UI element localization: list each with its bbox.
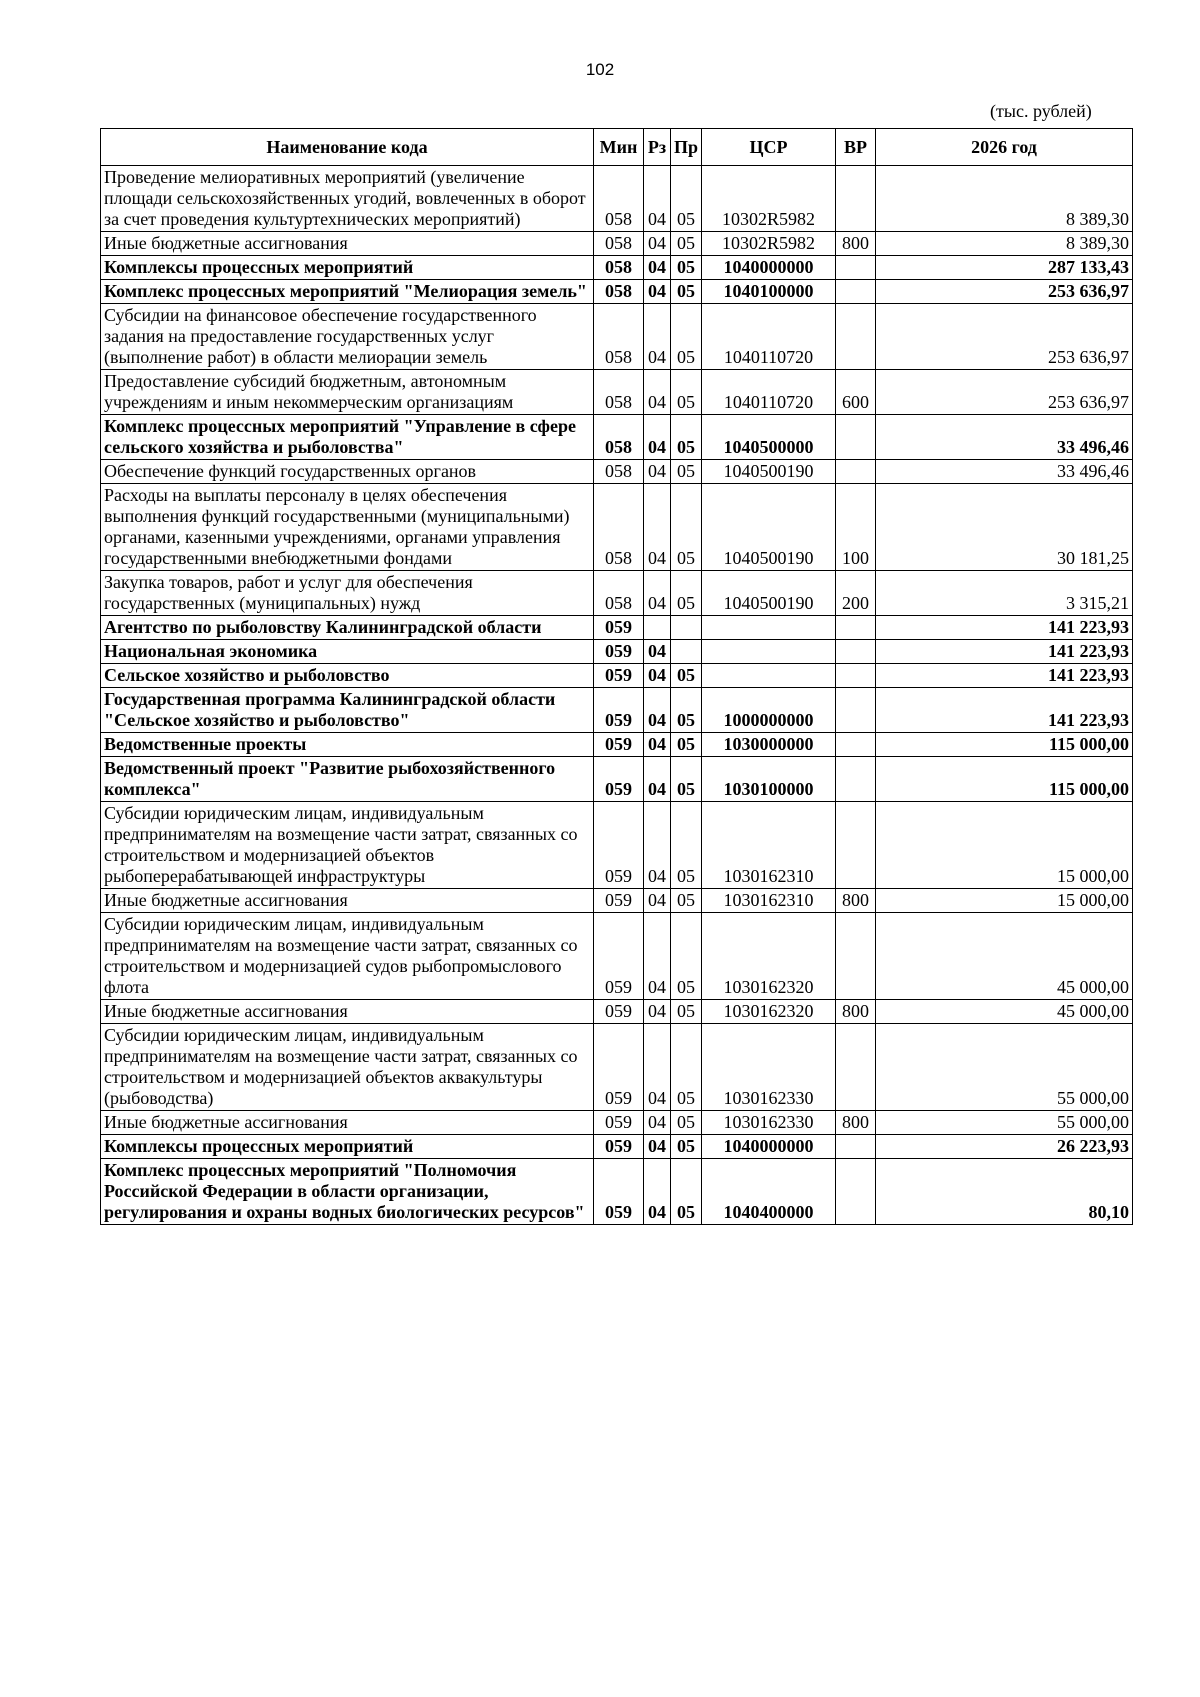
cell-rz: 04: [644, 664, 671, 688]
cell-csr: 1030162320: [702, 1000, 836, 1024]
cell-min: 059: [594, 616, 644, 640]
table-row: [101, 460, 1133, 484]
cell-pr: 05: [671, 370, 702, 415]
cell-min: 059: [594, 688, 644, 733]
cell-name: Субсидии юридическим лицам, индивидуальным предпринимателям на возмещение части затрат, связанных со строительством и модернизацией объектов аквакультуры (рыбоводства): [101, 1024, 594, 1111]
header-min: Мин: [594, 129, 644, 166]
table-row: [101, 664, 1133, 688]
cell-amount: 287 133,43: [876, 256, 1133, 280]
cell-min: 059: [594, 913, 644, 1000]
cell-vr: [836, 460, 876, 484]
cell-rz: 04: [644, 232, 671, 256]
cell-min: 059: [594, 1111, 644, 1135]
cell-name: Иные бюджетные ассигнования: [101, 1111, 594, 1135]
cell-amount: 253 636,97: [876, 280, 1133, 304]
table-row: [101, 802, 1133, 889]
cell-rz: 04: [644, 802, 671, 889]
cell-pr: 05: [671, 802, 702, 889]
cell-amount: 45 000,00: [876, 913, 1133, 1000]
header-csr: ЦСР: [702, 129, 836, 166]
cell-min: 059: [594, 1135, 644, 1159]
cell-rz: 04: [644, 571, 671, 616]
header-name: Наименование кода: [101, 129, 594, 166]
cell-vr: [836, 1159, 876, 1225]
cell-pr: 05: [671, 688, 702, 733]
cell-csr: 1040110720: [702, 304, 836, 370]
cell-rz: 04: [644, 688, 671, 733]
cell-csr: 1040500190: [702, 460, 836, 484]
cell-amount: 141 223,93: [876, 616, 1133, 640]
cell-vr: [836, 304, 876, 370]
cell-vr: [836, 688, 876, 733]
cell-name: Агентство по рыболовству Калининградской области: [101, 616, 594, 640]
cell-vr: [836, 166, 876, 232]
header-vr: ВР: [836, 129, 876, 166]
cell-vr: [836, 1135, 876, 1159]
cell-vr: [836, 757, 876, 802]
cell-rz: 04: [644, 1135, 671, 1159]
cell-min: 058: [594, 280, 644, 304]
cell-pr: 05: [671, 460, 702, 484]
cell-vr: 100: [836, 484, 876, 571]
cell-csr: 1040500000: [702, 415, 836, 460]
units-label: (тыс. рублей): [990, 101, 1092, 121]
cell-min: 058: [594, 415, 644, 460]
cell-amount: 141 223,93: [876, 640, 1133, 664]
cell-min: 059: [594, 733, 644, 757]
cell-amount: 141 223,93: [876, 688, 1133, 733]
cell-pr: 05: [671, 1024, 702, 1111]
cell-amount: 80,10: [876, 1159, 1133, 1225]
cell-amount: 55 000,00: [876, 1111, 1133, 1135]
cell-csr: 1030162310: [702, 889, 836, 913]
table-row: [101, 1159, 1133, 1225]
cell-rz: 04: [644, 460, 671, 484]
cell-amount: 253 636,97: [876, 304, 1133, 370]
cell-name: Проведение мелиоративных мероприятий (увеличение площади сельскохозяйственных угодий, вовлеченных в оборот за счет проведения культуртехнических мероприятий): [101, 166, 594, 232]
cell-pr: 05: [671, 280, 702, 304]
cell-amount: 26 223,93: [876, 1135, 1133, 1159]
cell-name: Иные бюджетные ассигнования: [101, 1000, 594, 1024]
cell-min: 059: [594, 1000, 644, 1024]
cell-rz: 04: [644, 757, 671, 802]
cell-rz: 04: [644, 889, 671, 913]
cell-amount: 33 496,46: [876, 460, 1133, 484]
cell-pr: 05: [671, 1111, 702, 1135]
cell-csr: 1040100000: [702, 280, 836, 304]
cell-csr: 1040110720: [702, 370, 836, 415]
cell-amount: 15 000,00: [876, 802, 1133, 889]
cell-name: Иные бюджетные ассигнования: [101, 889, 594, 913]
cell-csr: 1030100000: [702, 757, 836, 802]
cell-pr: 05: [671, 415, 702, 460]
cell-pr: 05: [671, 1135, 702, 1159]
cell-name: Ведомственные проекты: [101, 733, 594, 757]
cell-name: Комплекс процессных мероприятий "Полномочия Российской Федерации в области организации, регулирования и охраны водных биологических ресурсов": [101, 1159, 594, 1225]
table-row: [101, 1135, 1133, 1159]
cell-vr: [836, 256, 876, 280]
cell-name: Расходы на выплаты персоналу в целях обеспечения выполнения функций государственными (муниципальными) органами, казенными учреждениями, органами управления государственными внебюджетными фондами: [101, 484, 594, 571]
cell-name: Ведомственный проект "Развитие рыбохозяйственного комплекса": [101, 757, 594, 802]
cell-pr: 05: [671, 757, 702, 802]
cell-pr: [671, 616, 702, 640]
cell-min: 058: [594, 304, 644, 370]
cell-vr: [836, 280, 876, 304]
cell-rz: 04: [644, 640, 671, 664]
cell-pr: 05: [671, 664, 702, 688]
cell-vr: [836, 664, 876, 688]
cell-rz: 04: [644, 370, 671, 415]
cell-pr: 05: [671, 571, 702, 616]
cell-name: Комплекс процессных мероприятий "Мелиорация земель": [101, 280, 594, 304]
cell-amount: 8 389,30: [876, 166, 1133, 232]
cell-rz: 04: [644, 1000, 671, 1024]
table-row: [101, 484, 1133, 571]
cell-name: Субсидии на финансовое обеспечение государственного задания на предоставление государственных услуг (выполнение работ) в области мелиорации земель: [101, 304, 594, 370]
cell-name: Национальная экономика: [101, 640, 594, 664]
table-row: [101, 280, 1133, 304]
cell-csr: 1030162320: [702, 913, 836, 1000]
cell-vr: [836, 913, 876, 1000]
cell-rz: 04: [644, 484, 671, 571]
table-row: [101, 256, 1133, 280]
cell-rz: 04: [644, 733, 671, 757]
cell-amount: 45 000,00: [876, 1000, 1133, 1024]
cell-vr: [836, 616, 876, 640]
cell-csr: [702, 664, 836, 688]
cell-csr: 1030000000: [702, 733, 836, 757]
cell-csr: [702, 616, 836, 640]
table-row: [101, 415, 1133, 460]
cell-amount: 3 315,21: [876, 571, 1133, 616]
table-row: [101, 733, 1133, 757]
cell-amount: 15 000,00: [876, 889, 1133, 913]
cell-vr: [836, 802, 876, 889]
cell-min: 058: [594, 571, 644, 616]
cell-pr: 05: [671, 1159, 702, 1225]
table-row: [101, 370, 1133, 415]
cell-min: 059: [594, 664, 644, 688]
page-number: 102: [585, 60, 615, 79]
cell-vr: 800: [836, 889, 876, 913]
cell-rz: 04: [644, 280, 671, 304]
cell-vr: [836, 1024, 876, 1111]
cell-min: 058: [594, 166, 644, 232]
cell-vr: 600: [836, 370, 876, 415]
header-year: 2026 год: [876, 129, 1133, 166]
table-row: [101, 571, 1133, 616]
cell-pr: 05: [671, 733, 702, 757]
cell-pr: [671, 640, 702, 664]
cell-pr: 05: [671, 1000, 702, 1024]
table-row: [101, 232, 1133, 256]
cell-amount: 33 496,46: [876, 415, 1133, 460]
cell-csr: 1040500190: [702, 484, 836, 571]
table-row: [101, 616, 1133, 640]
cell-name: Субсидии юридическим лицам, индивидуальным предпринимателям на возмещение части затрат, связанных со строительством и модернизацией объектов рыбоперерабатывающей инфраструктуры: [101, 802, 594, 889]
cell-csr: 1030162310: [702, 802, 836, 889]
cell-pr: 05: [671, 232, 702, 256]
cell-pr: 05: [671, 166, 702, 232]
cell-min: 059: [594, 1159, 644, 1225]
cell-name: Комплекс процессных мероприятий "Управление в сфере сельского хозяйства и рыболовства": [101, 415, 594, 460]
cell-csr: 10302R5982: [702, 232, 836, 256]
cell-pr: 05: [671, 484, 702, 571]
cell-min: 058: [594, 256, 644, 280]
cell-amount: 55 000,00: [876, 1024, 1133, 1111]
cell-csr: 1040000000: [702, 1135, 836, 1159]
cell-min: 058: [594, 232, 644, 256]
cell-min: 059: [594, 640, 644, 664]
cell-rz: 04: [644, 256, 671, 280]
header-rz: Рз: [644, 129, 671, 166]
cell-name: Предоставление субсидий бюджетным, автономным учреждениям и иным некоммерческим организациям: [101, 370, 594, 415]
cell-rz: 04: [644, 1111, 671, 1135]
budget-table: [100, 128, 1133, 1225]
cell-min: 058: [594, 484, 644, 571]
cell-amount: 141 223,93: [876, 664, 1133, 688]
cell-min: 059: [594, 757, 644, 802]
table-row: [101, 688, 1133, 733]
cell-csr: 1000000000: [702, 688, 836, 733]
table-row: [101, 1000, 1133, 1024]
cell-name: Обеспечение функций государственных органов: [101, 460, 594, 484]
cell-rz: 04: [644, 913, 671, 1000]
cell-rz: 04: [644, 304, 671, 370]
cell-vr: 200: [836, 571, 876, 616]
table-row: [101, 1111, 1133, 1135]
cell-name: Субсидии юридическим лицам, индивидуальным предпринимателям на возмещение части затрат, связанных со строительством и модернизацией судов рыбопромыслового флота: [101, 913, 594, 1000]
cell-csr: 1030162330: [702, 1024, 836, 1111]
cell-amount: 115 000,00: [876, 733, 1133, 757]
cell-name: Комплексы процессных мероприятий: [101, 1135, 594, 1159]
cell-vr: [836, 415, 876, 460]
table-row: [101, 757, 1133, 802]
cell-pr: 05: [671, 889, 702, 913]
cell-amount: 115 000,00: [876, 757, 1133, 802]
cell-vr: 800: [836, 1111, 876, 1135]
cell-csr: 1040000000: [702, 256, 836, 280]
cell-rz: 04: [644, 1159, 671, 1225]
cell-rz: [644, 616, 671, 640]
table-row: [101, 913, 1133, 1000]
cell-vr: 800: [836, 1000, 876, 1024]
cell-rz: 04: [644, 1024, 671, 1111]
cell-csr: 1030162330: [702, 1111, 836, 1135]
cell-amount: 30 181,25: [876, 484, 1133, 571]
cell-min: 059: [594, 802, 644, 889]
cell-csr: [702, 640, 836, 664]
cell-rz: 04: [644, 415, 671, 460]
cell-name: Государственная программа Калининградской области "Сельское хозяйство и рыболовство": [101, 688, 594, 733]
cell-amount: 8 389,30: [876, 232, 1133, 256]
cell-vr: [836, 640, 876, 664]
table-row: [101, 640, 1133, 664]
cell-amount: 253 636,97: [876, 370, 1133, 415]
table-row: [101, 166, 1133, 232]
cell-pr: 05: [671, 913, 702, 1000]
cell-pr: 05: [671, 304, 702, 370]
cell-min: 058: [594, 370, 644, 415]
cell-min: 059: [594, 889, 644, 913]
cell-csr: 1040400000: [702, 1159, 836, 1225]
cell-csr: 1040500190: [702, 571, 836, 616]
cell-name: Сельское хозяйство и рыболовство: [101, 664, 594, 688]
cell-csr: 10302R5982: [702, 166, 836, 232]
cell-name: Комплексы процессных мероприятий: [101, 256, 594, 280]
cell-rz: 04: [644, 166, 671, 232]
table-body: [101, 166, 1133, 1225]
header-pr: Пр: [671, 129, 702, 166]
table-row: [101, 304, 1133, 370]
cell-vr: 800: [836, 232, 876, 256]
table-row: [101, 889, 1133, 913]
cell-pr: 05: [671, 256, 702, 280]
cell-vr: [836, 733, 876, 757]
cell-min: 058: [594, 460, 644, 484]
cell-name: Закупка товаров, работ и услуг для обеспечения государственных (муниципальных) нужд: [101, 571, 594, 616]
table-header: [101, 129, 1133, 166]
cell-name: Иные бюджетные ассигнования: [101, 232, 594, 256]
cell-min: 059: [594, 1024, 644, 1111]
table-row: [101, 1024, 1133, 1111]
